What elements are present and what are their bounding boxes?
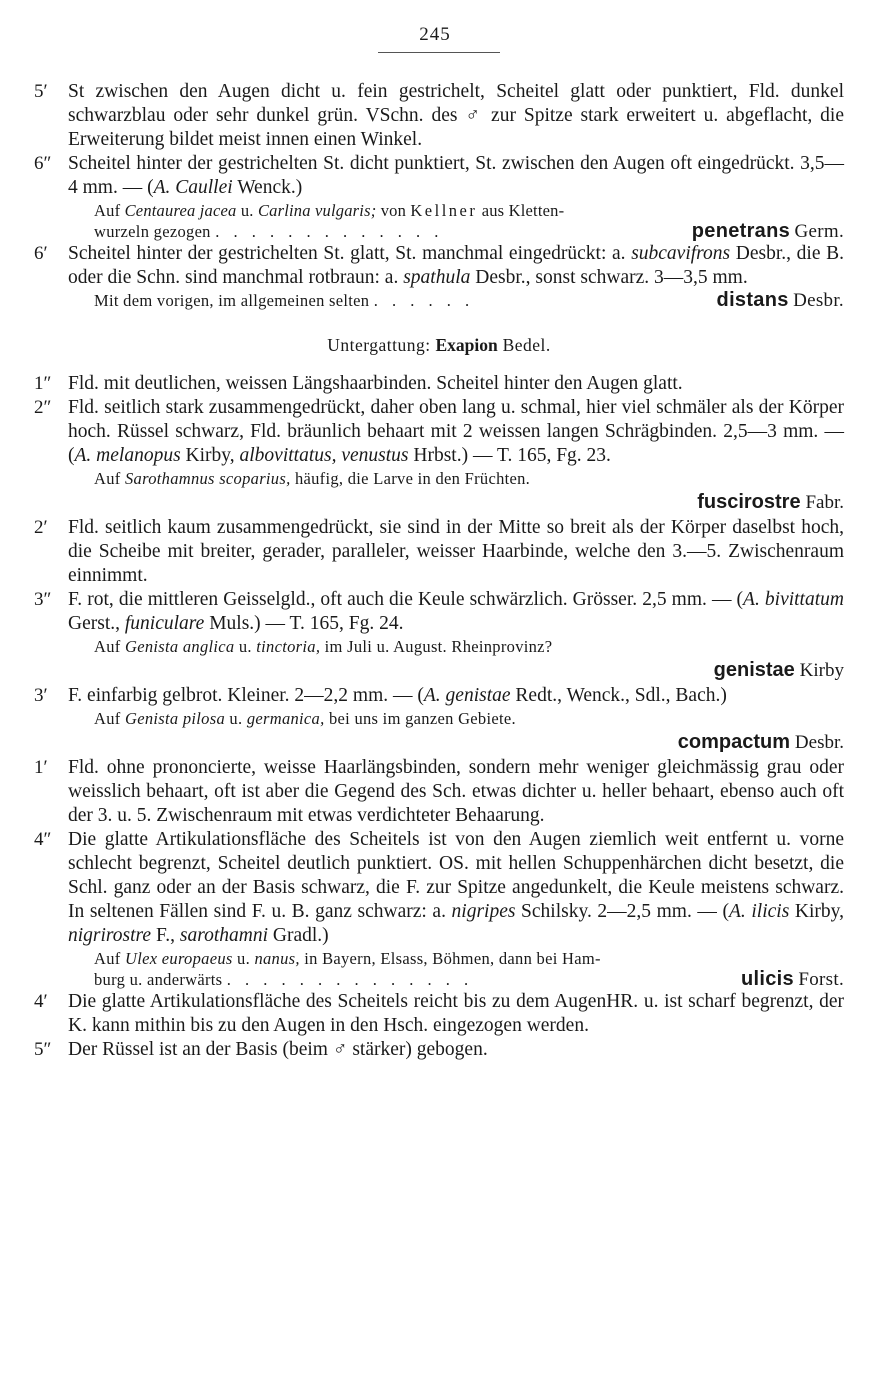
- subgenus-author: Bedel.: [502, 335, 551, 355]
- synonym: A. genistae: [423, 685, 511, 706]
- key-entry-5-double-prime: [34, 1038, 844, 1062]
- host-plant: Sarothamnus scoparius,: [125, 469, 291, 488]
- host-plant: Genista pilosa: [125, 709, 225, 728]
- species-name: ulicis: [741, 968, 794, 990]
- host-text: u.: [234, 637, 257, 656]
- entry-number: 6″: [34, 153, 52, 174]
- host-note: [34, 708, 844, 729]
- entry-number: 3″: [34, 589, 52, 610]
- synonym: A. ilicis: [729, 901, 790, 922]
- host-text: Auf: [94, 637, 125, 656]
- host-plant: germanica,: [246, 709, 325, 728]
- host-text: Auf: [94, 709, 125, 728]
- species-author: Desbr.: [793, 290, 844, 311]
- species-author: Kirby: [799, 660, 844, 681]
- entry-text: Desbr., sonst schwarz. 3—3,5 mm.: [470, 267, 748, 288]
- synonym: A. bivittatum: [743, 589, 844, 610]
- host-note-species-line: [34, 290, 844, 311]
- host-text: von: [376, 201, 411, 220]
- host-text: Auf: [94, 469, 125, 488]
- entry-text: St zwischen den Augen dicht u. fein gestrichelt, Scheitel glatt oder punktiert, Fld. dunkel schwarzblau oder sehr dunkel grün. VSchn. des ♂ zur Spitze stark erweitert u. abgeflacht, die Erweiterung bildet meist innen einen Winkel.: [68, 81, 844, 150]
- entry-text: Die glatte Artikulationsfläche des Scheitels ist von den Augen ziemlich weit entfernt u. vorne schlecht begrenzt, Scheitel deutlich punktiert. OS. mit hellen Schuppenhärchen dicht besetzt, die Schl. ganz oder an der Basis schwarz, die F. zur Spitze angedunkelt, die Keule meistens schwarz. In seltenen Fällen sind F. u. B. ganz schwarz: a.: [68, 829, 844, 922]
- entry-number: 2″: [34, 397, 52, 418]
- entry-number: 3′: [34, 685, 48, 706]
- leader-dots: . . . . . . . . . . . . . .: [226, 970, 474, 989]
- species-author: Desbr.: [794, 732, 844, 753]
- entry-text: Kirby,: [180, 445, 240, 466]
- species-author: Fabr.: [805, 492, 844, 513]
- key-entry-6-prime: [34, 242, 844, 290]
- entry-number: 6′: [34, 243, 48, 264]
- subgenus-label: Untergattung:: [327, 335, 431, 355]
- entry-text: Fld. seitlich kaum zusammengedrückt, sie sind in der Mitte so breit als der Körper daselbst hoch, die Scheibe mit breiter, gerader, paralleler, weisser Haarbinde, welche den 3.—5. Zwischenraum einnimmt.: [68, 517, 844, 586]
- key-entry-5-prime: [34, 80, 844, 152]
- synonym: nigrirostre: [68, 925, 152, 946]
- page-number: 245: [419, 24, 451, 45]
- host-text: bei uns im ganzen Gebiete.: [324, 709, 516, 728]
- species-name: genistae: [713, 659, 795, 681]
- entry-text: Die glatte Artikulationsfläche des Scheitels reicht bis zu dem AugenHR. u. ist scharf begrenzt, der K. kann mithin bis zu den Augen in den Hsch. eingezogen werden.: [68, 991, 844, 1036]
- host-text: Auf: [94, 201, 125, 220]
- host-note-species-line: [34, 969, 844, 990]
- synonym: albovittatus, venustus: [239, 445, 409, 466]
- synonym: funiculare: [124, 613, 205, 634]
- entry-text: Fld. mit deutlichen, weissen Längshaarbinden. Scheitel hinter den Augen glatt.: [68, 373, 683, 394]
- variety-name: nigripes: [451, 901, 516, 922]
- entry-text: Gradl.): [268, 925, 329, 946]
- host-text: Auf: [94, 949, 125, 968]
- entry-text: Fld. ohne prononcierte, weisse Haarlängsbinden, sondern mehr weniger gleichmässig grau oder weisslich behaart, oft ist aber die Gegend des Sch. etwas dichter u. heller behaart, ebenso auch oft der 3. u. 5. Zwischenraum mit etwas verdichteter Behaarung.: [68, 757, 844, 826]
- host-text: im Juli u. August. Rheinprovinz?: [320, 637, 553, 656]
- host-plant: tinctoria,: [256, 637, 321, 656]
- host-note: [34, 636, 844, 657]
- host-note: [34, 468, 844, 489]
- leader-dots: . . . . . . . . . . . . .: [215, 222, 444, 241]
- key-entry-6-double-prime: [34, 152, 844, 200]
- entry-text: F. rot, die mittleren Geisselgld., oft auch die Keule schwärzlich. Grösser. 2,5 mm. — (: [68, 589, 744, 610]
- entry-text: Gerst.,: [68, 613, 125, 634]
- key-entry-3-double-prime: [34, 588, 844, 636]
- host-plant: Carlina vulgaris;: [257, 201, 377, 220]
- host-text: u.: [232, 949, 255, 968]
- key-text: [34, 80, 844, 1062]
- entry-text: Hrbst.) — T. 165, Fg. 23.: [408, 445, 611, 466]
- key-entry-1-double-prime: [34, 372, 844, 396]
- host-plant: nanus,: [254, 949, 300, 968]
- collector-name: Kellner: [410, 201, 478, 220]
- species-author: Forst.: [798, 969, 844, 990]
- species-line: [34, 729, 844, 756]
- host-plant: Centaurea jacea: [124, 201, 237, 220]
- entry-text: Der Rüssel ist an der Basis (beim ♂ stärker) gebogen.: [68, 1039, 488, 1060]
- key-entry-2-double-prime: [34, 396, 844, 468]
- entry-number: 2′: [34, 517, 48, 538]
- host-note: [34, 948, 844, 969]
- synonym: sarothamni: [179, 925, 268, 946]
- host-text: wurzeln gezogen: [94, 222, 211, 241]
- entry-text: Desbr., die B. oder die Schn. sind manchmal rotbraun: a.: [68, 243, 844, 288]
- host-text: in Bayern, Elsass, Böhmen, dann bei Ham-: [299, 949, 601, 968]
- subgenus-heading: [34, 335, 844, 356]
- variety-name: subcavifrons: [631, 243, 731, 264]
- entry-text: Kirby,: [789, 901, 845, 922]
- host-text: Mit dem vorigen, im allgemeinen selten: [94, 291, 370, 310]
- entry-number: 4″: [34, 829, 52, 850]
- entry-text-tail: Wenck.): [232, 177, 303, 198]
- entry-number: 1″: [34, 373, 52, 394]
- key-entry-1-prime: [34, 756, 844, 828]
- leader-dots: . . . . . .: [373, 291, 475, 310]
- entry-text: Scheitel hinter der gestrichelten St. dicht punktiert, St. zwischen den Augen oft eingedrückt. 3,5—4 mm. — (: [68, 153, 844, 198]
- header-rule: [378, 52, 500, 53]
- entry-number: 5″: [34, 1039, 52, 1060]
- entry-number: 4′: [34, 991, 48, 1012]
- entry-text: F. einfarbig gelbrot. Kleiner. 2—2,2 mm. — (: [68, 685, 424, 706]
- host-note-species-line: [34, 221, 844, 242]
- entry-text: Fld. seitlich stark zusammengedrückt, daher oben lang u. schmal, hier viel schmäler als der Körper hoch. Rüssel schwarz, Fld. bräunlich behaart mit 2 weissen langen Schrägbinden. 2,5—3 mm. — (: [68, 397, 844, 466]
- host-note: [34, 200, 844, 221]
- entry-text: Muls.) — T. 165, Fg. 24.: [204, 613, 404, 634]
- species-name: penetrans: [691, 220, 791, 242]
- entry-text: Schilsky. 2—2,5 mm. — (: [515, 901, 730, 922]
- subgenus-name: Exapion: [435, 335, 498, 355]
- host-text: burg u. anderwärts: [94, 970, 223, 989]
- entry-text: Scheitel hinter der gestrichelten St. glatt, St. manchmal eingedrückt: a.: [68, 243, 632, 264]
- key-entry-3-prime: [34, 684, 844, 708]
- host-text: aus Kletten-: [477, 201, 565, 220]
- key-entry-4-prime: [34, 990, 844, 1038]
- host-text: u.: [225, 709, 247, 728]
- entry-number: 5′: [34, 81, 48, 102]
- host-plant: Genista anglica: [125, 637, 235, 656]
- species-line: [34, 657, 844, 684]
- key-entry-4-double-prime: [34, 828, 844, 948]
- species-line: [34, 489, 844, 516]
- host-text: u.: [236, 201, 258, 220]
- host-text: häufig, die Larve in den Früchten.: [290, 469, 531, 488]
- synonym: A. Caullei: [153, 177, 233, 198]
- entry-text: F.,: [151, 925, 180, 946]
- host-plant: Ulex europaeus: [125, 949, 233, 968]
- species-author: Germ.: [794, 221, 844, 242]
- key-entry-2-prime: [34, 516, 844, 588]
- species-name: distans: [716, 289, 789, 311]
- variety-name: spathula: [403, 267, 471, 288]
- species-name: compactum: [677, 731, 791, 753]
- entry-text: Redt., Wenck., Sdl., Bach.): [510, 685, 727, 706]
- entry-number: 1′: [34, 757, 48, 778]
- species-name: fuscirostre: [697, 491, 801, 513]
- synonym: A. melanopus: [74, 445, 181, 466]
